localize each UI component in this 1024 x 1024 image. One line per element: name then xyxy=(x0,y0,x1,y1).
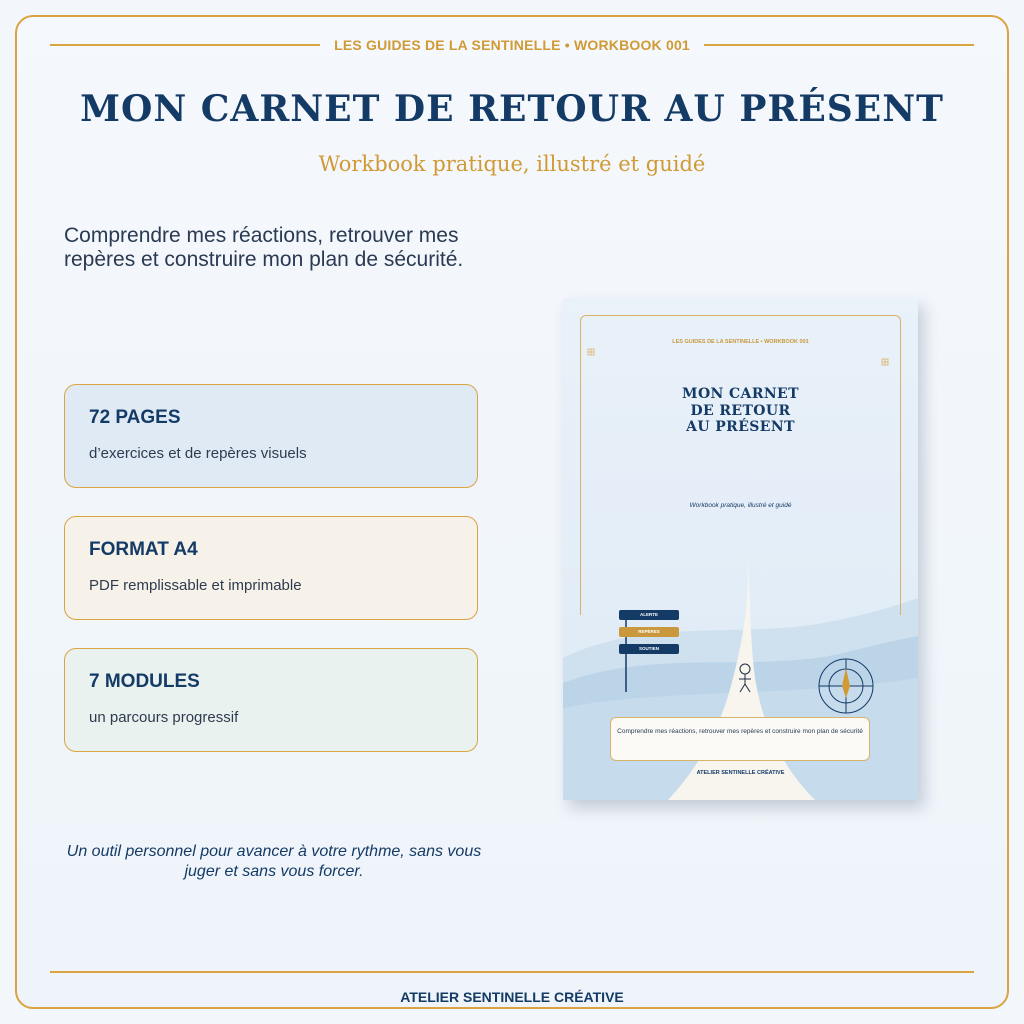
compass-icon xyxy=(819,659,873,713)
feature-head: 7 MODULES xyxy=(89,671,200,692)
cover-title-line: DE RETOUR xyxy=(690,402,791,419)
page-subtitle: Workbook pratique, illustré et guidé xyxy=(318,152,706,176)
feature-card-format xyxy=(64,516,478,620)
footer-rule xyxy=(50,971,974,973)
feature-head: 72 PAGES xyxy=(89,407,181,428)
feature-head: FORMAT A4 xyxy=(89,539,198,560)
book-cover-mockup xyxy=(563,298,918,800)
header-rule-left xyxy=(50,44,320,46)
feature-desc: un parcours progressif xyxy=(89,709,239,726)
sign-soutien: SOUTIEN xyxy=(619,644,679,654)
intro-text: Comprendre mes réactions, retrouver mes repères et construire mon plan de sécurité. xyxy=(64,224,464,271)
page-title: MON CARNET DE RETOUR AU PRÉSENT xyxy=(80,88,944,130)
cover-text-box: Comprendre mes réactions, retrouver mes repères et construire mon plan de sécurité xyxy=(610,717,870,761)
sign-alerte: ALERTE xyxy=(619,610,679,620)
feature-desc: PDF remplissable et imprimable xyxy=(89,577,302,594)
cover-footer: ATELIER SENTINELLE CRÉATIVE xyxy=(696,770,785,776)
cover-subtitle: Workbook pratique, illustré et guidé xyxy=(689,502,792,509)
closing-quote: Un outil personnel pour avancer à votre rythme, sans vous juger et sans vous forcer. xyxy=(66,843,482,880)
cover-title-line: MON CARNET xyxy=(682,386,799,402)
sign-reperes: REPÈRES xyxy=(619,627,679,637)
feature-card-pages xyxy=(64,384,478,488)
cover-title xyxy=(563,386,918,436)
feature-desc: d’exercices et de repères visuels xyxy=(89,445,307,462)
feature-card-modules xyxy=(64,648,478,752)
cover-title-line: AU PRÉSENT xyxy=(686,419,795,435)
cover-inner-frame xyxy=(580,315,901,615)
header-series-line xyxy=(50,36,974,54)
cover-series-label: LES GUIDES DE LA SENTINELLE • WORKBOOK 001 xyxy=(672,339,809,345)
footer-brand: ATELIER SENTINELLE CRÉATIVE xyxy=(400,989,624,1005)
header-rule-right xyxy=(704,44,974,46)
series-label: LES GUIDES DE LA SENTINELLE • WORKBOOK 001 xyxy=(334,37,690,53)
